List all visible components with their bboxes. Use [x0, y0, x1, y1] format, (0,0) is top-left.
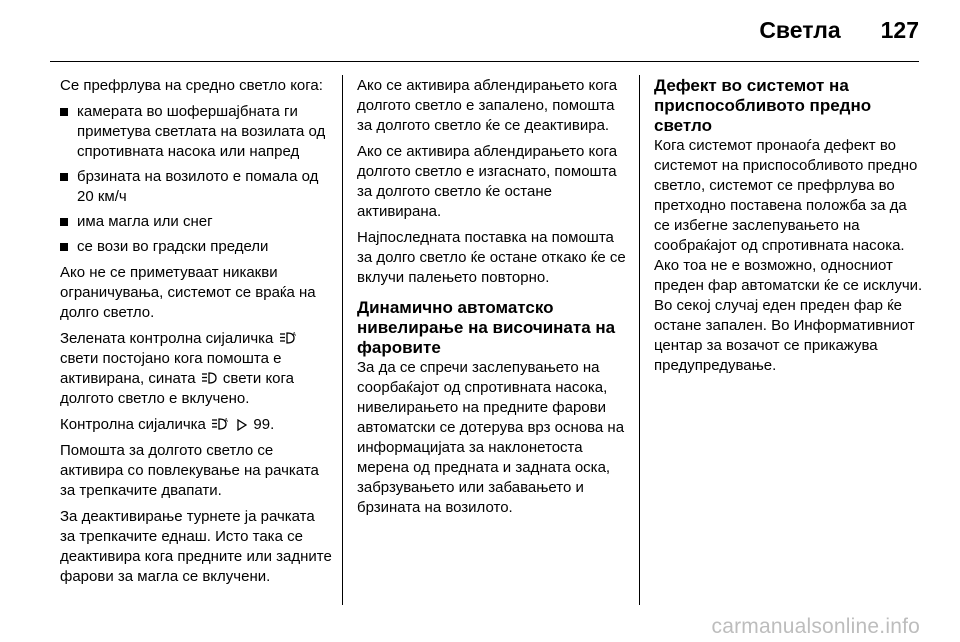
list-item-text: се вози во градски предели [77, 238, 269, 255]
paragraph: Се префрлува на средно светло кога: [60, 77, 323, 94]
list-item [60, 212, 332, 232]
paragraph: За да се спречи заслепувањето на соорбаќајот од спротивната насока, нивелирањето на предните фарови автоматски се дотерува врз основа на информацијата за наклонетоста мерена од предната и задната оска, забрзувањето или забавањето и брзината на возилото. [357, 359, 625, 516]
list-item [60, 102, 332, 162]
square-bullet-icon [60, 218, 68, 226]
square-bullet-icon [60, 173, 68, 181]
column-1 [60, 76, 332, 593]
paragraph: Најпоследната поставка на помошта за долго светло ќе остане откако ќе се вклучи палењето повторно. [357, 229, 626, 286]
paragraph-text: свети кога долгото светло е вклучено. [60, 370, 295, 407]
column-2 [357, 76, 630, 524]
high-beam-assist-icon [212, 417, 229, 431]
list-item-text: брзината на возилото е помала од 20 км/ч [77, 168, 319, 205]
paragraph-text: Зелената контролна сијаличка [60, 330, 274, 347]
header-rule [50, 61, 919, 62]
paragraph-text: Контролна сијаличка [60, 416, 206, 433]
square-bullet-icon [60, 108, 68, 116]
page-header [759, 16, 919, 44]
paragraph: Помошта за долгото светло се активира со повлекување на рачката за трепкачите двапати. [60, 442, 319, 499]
list-item [60, 167, 332, 207]
section-title: Светла [759, 17, 841, 43]
paragraph [60, 329, 332, 409]
section-heading: Динамично автоматско нивелирање на височината на фаровите [357, 298, 616, 357]
list-item [60, 237, 332, 257]
section-heading: Дефект во системот на приспособливото предно светло [654, 76, 872, 135]
column-3 [654, 76, 924, 382]
page-reference: 99. [253, 416, 275, 433]
page-number: 127 [880, 17, 919, 43]
paragraph: Ако се активира аблендирањето кога долгото светло е запалено, помошта за долгото светло ќе се деактивира. [357, 77, 618, 134]
paragraph: Кога системот пронаоѓа дефект во системот на приспособливото предно светло, системот се префрлува во претходно поставена положба за да се избегне заслепувањето на сообраќајот од спротивната насока. Ако тоа не е возможно, односниот преден фар автоматски ќе се исклучи. Во секој случај еден преден фар ќе остане запален. Во Информативниот центар за возачот се прикажува предупредување. [654, 137, 923, 374]
paragraph: Ако се активира аблендирањето кога долгото светло е изгаснато, помошта за долгото светло ќе остане активирана. [357, 143, 618, 220]
watermark: carmanualsonline.info [711, 615, 920, 638]
high-beam-icon [202, 371, 217, 385]
svg-text:A: A [224, 418, 228, 424]
high-beam-assist-icon [280, 331, 297, 345]
paragraph: Ако не се приметуваат никакви ограничувања, системот се враќа на долго светло. [60, 264, 316, 321]
list-item-text: има магла или снег [77, 213, 213, 230]
column-divider [639, 75, 640, 605]
list-item-text: камерата во шофершајбната ги приметува светлата на возилата од спротивната насока или напред [77, 103, 326, 160]
cross-reference-arrow-icon [237, 419, 247, 431]
paragraph-text: свети постојано кога помошта е активирана, сината [60, 350, 282, 387]
column-divider [342, 75, 343, 605]
svg-text:A: A [292, 332, 296, 338]
paragraph [60, 415, 332, 435]
square-bullet-icon [60, 243, 68, 251]
paragraph: За деактивирање турнете ја рачката за трепкачите еднаш. Исто така се деактивира кога предните или задните фарови за магла се вклучени. [60, 508, 332, 585]
bullet-list [60, 102, 332, 257]
